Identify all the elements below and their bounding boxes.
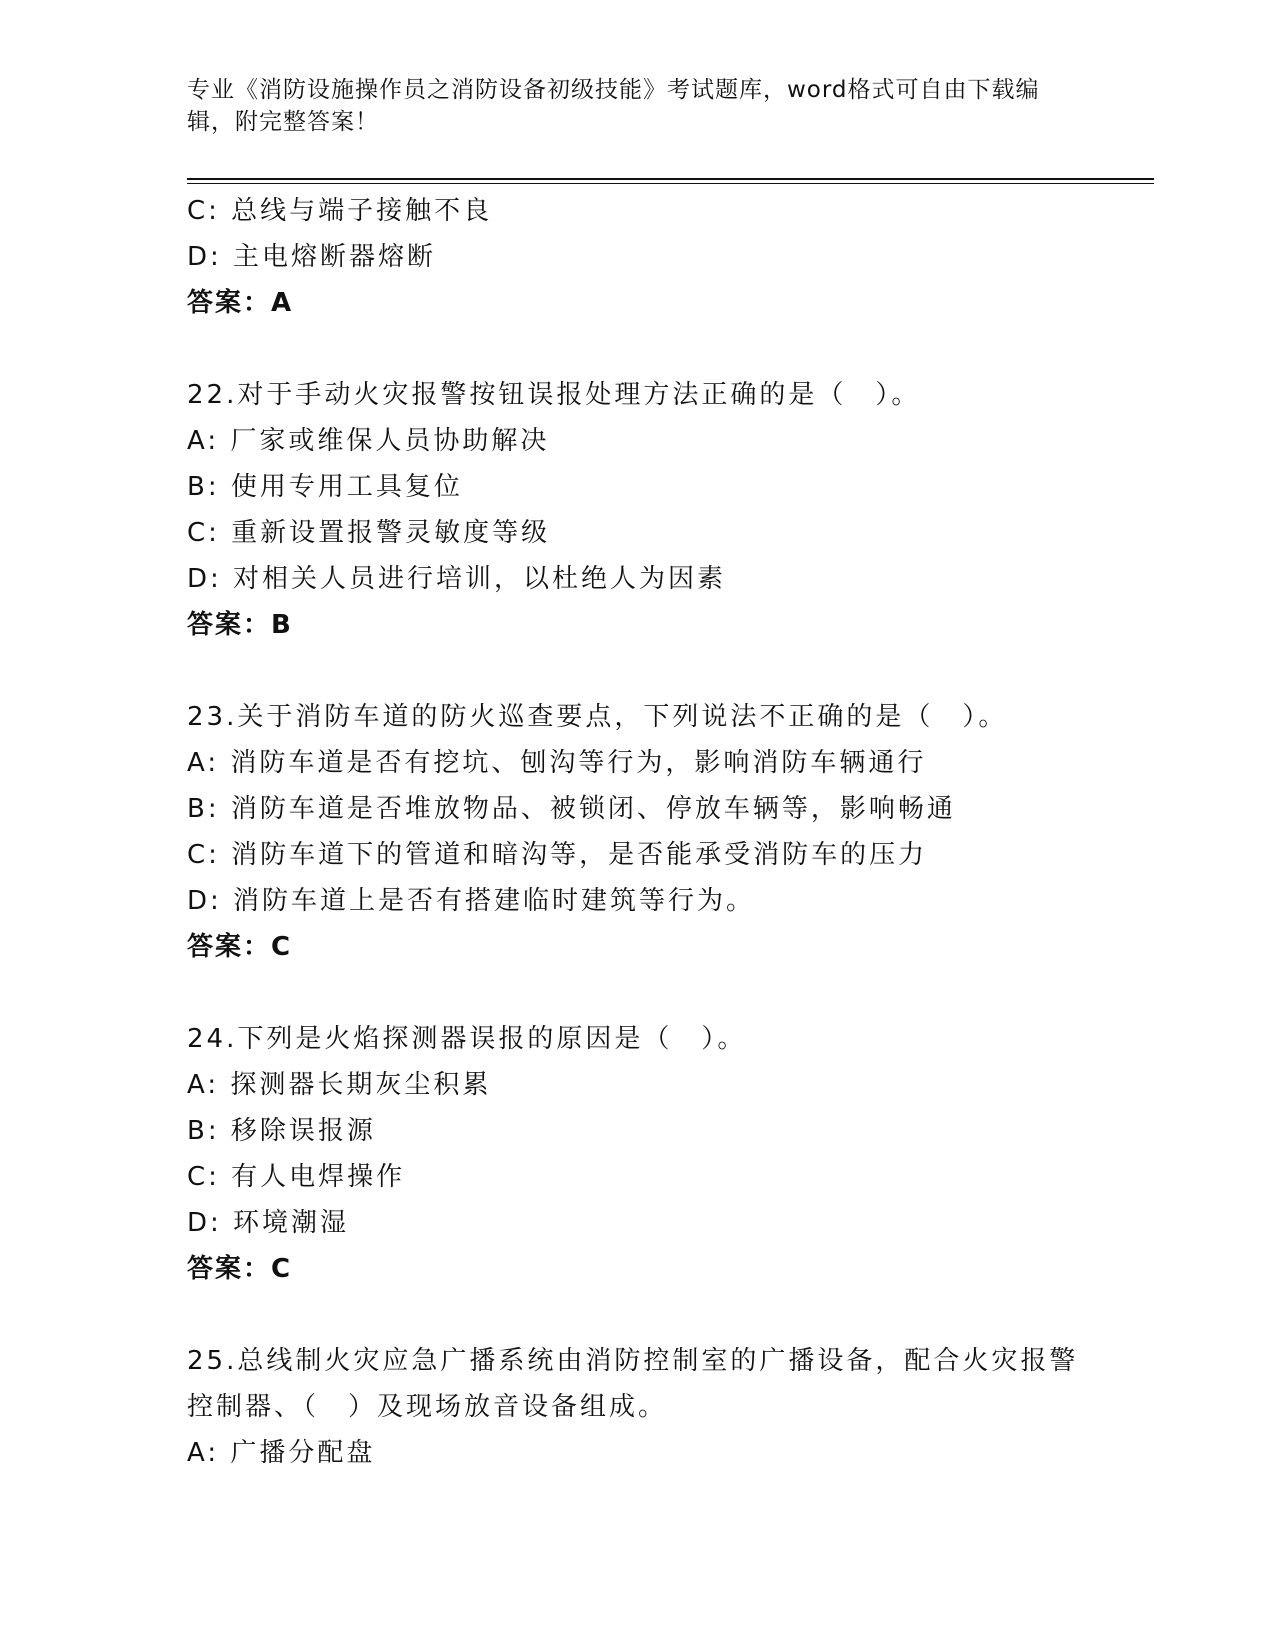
q24-stem: 24.下列是火焰探测器误报的原因是（ ）。 [187,1024,747,1054]
spacer [187,648,1154,694]
spacer [187,970,1154,1016]
q24-option-d: D: 环境潮湿 [187,1208,350,1238]
q23-option-b: B: 消防车道是否堆放物品、被锁闭、停放车辆等，影响畅通 [187,794,956,824]
header-line-2: 辑，附完整答案！ [187,109,379,135]
q22-stem: 22.对于手动火灾报警按钮误报处理方法正确的是（ ）。 [187,380,921,410]
header-divider-thin [187,183,1154,184]
q23-stem: 23.关于消防车道的防火巡查要点，下列说法不正确的是（ ）。 [187,702,1008,732]
header-divider-thick [187,178,1154,180]
spacer [187,1292,1154,1338]
q22-option-d: D: 对相关人员进行培训，以杜绝人为因素 [187,564,727,594]
question-list [187,188,1154,1476]
q24-answer: 答案：C [187,1254,293,1284]
q23-option-a: A: 消防车道是否有挖坑、刨沟等行为，影响消防车辆通行 [187,748,927,778]
q21-answer: 答案：A [187,288,294,318]
q23-answer: 答案：C [187,932,293,962]
q21-option-c: C: 总线与端子接触不良 [187,196,493,226]
q22-option-c: C: 重新设置报警灵敏度等级 [187,518,551,548]
q22-answer: 答案：B [187,610,293,640]
q24-option-c: C: 有人电焊操作 [187,1162,406,1192]
q22-option-b: B: 使用专用工具复位 [187,472,463,502]
q25-stem-line-1: 25.总线制火灾应急广播系统由消防控制室的广播设备，配合火灾报警 [187,1346,1079,1376]
q25-option-a: A: 广播分配盘 [187,1438,376,1468]
q25-stem-line-2: 控制器、（ ）及现场放音设备组成。 [187,1392,668,1422]
spacer [187,326,1154,372]
header-line-1: 专业《消防设施操作员之消防设备初级技能》考试题库，word格式可自由下载编 [187,77,1040,103]
q23-option-d: D: 消防车道上是否有搭建临时建筑等行为。 [187,886,756,916]
q24-option-b: B: 移除误报源 [187,1116,376,1146]
document-header [187,74,1087,138]
q23-option-c: C: 消防车道下的管道和暗沟等，是否能承受消防车的压力 [187,840,928,870]
q24-option-a: A: 探测器长期灰尘积累 [187,1070,492,1100]
q22-option-a: A: 厂家或维保人员协助解决 [187,426,550,456]
q21-option-d: D: 主电熔断器熔断 [187,242,437,272]
